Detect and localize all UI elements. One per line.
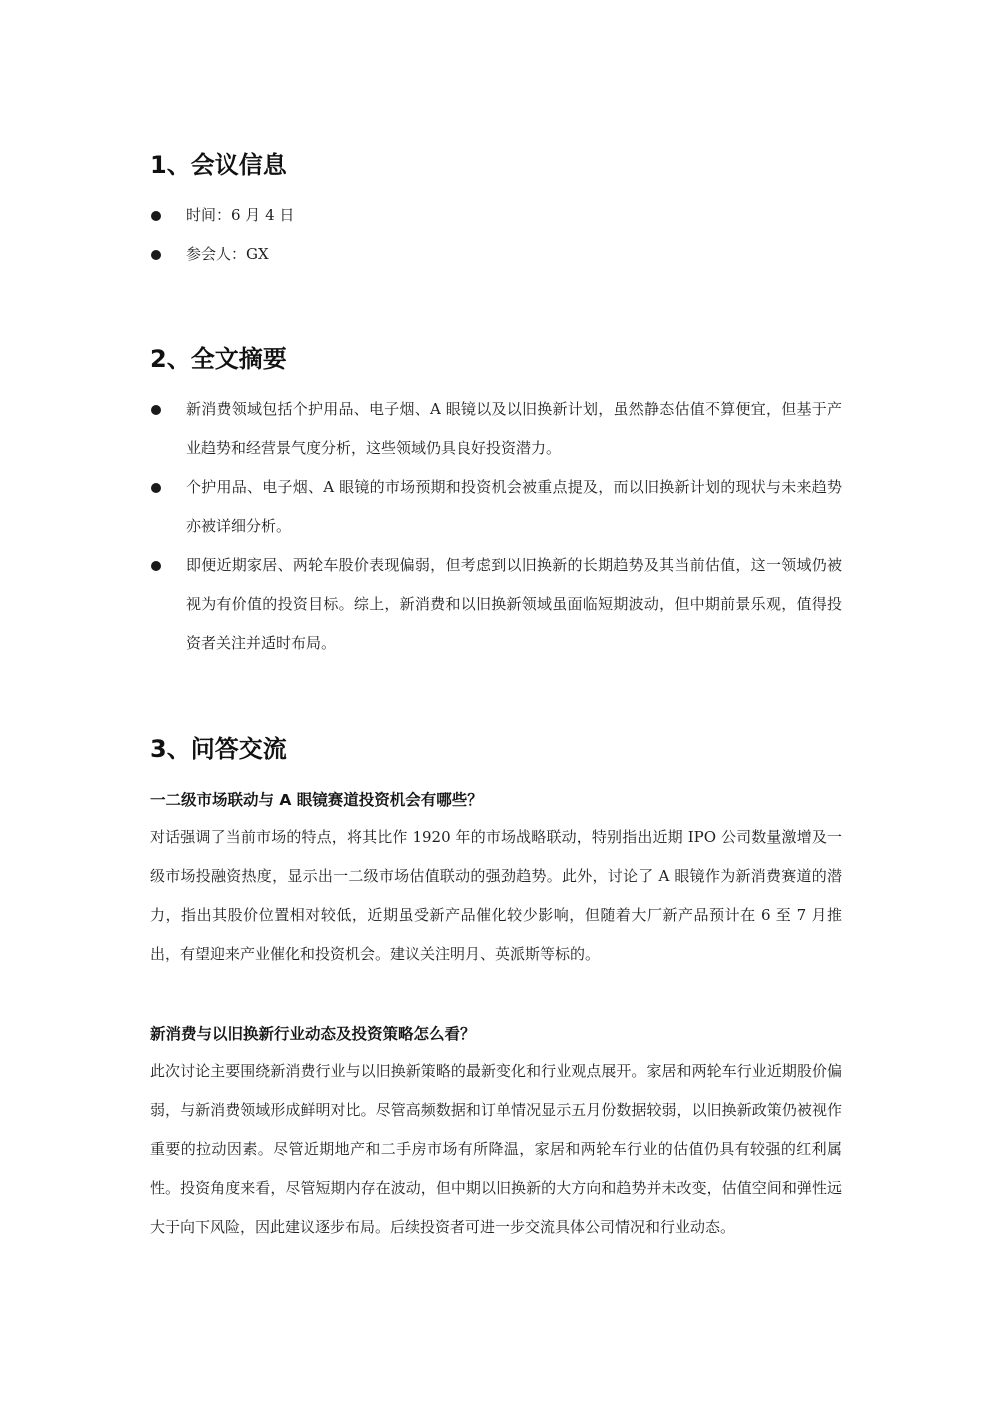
section-heading-summary: 2、全文摘要	[150, 345, 287, 373]
bullet-icon	[151, 405, 161, 415]
bullet-icon	[151, 211, 161, 221]
qa-answer: 对话强调了当前市场的特点，将其比作 1920 年的市场战略联动，特别指出近期 IPO 公司数量激增及一级市场投融资热度，显示出一二级市场估值联动的强劲趋势。此外，讨论了 A 眼镜作为新消费赛道的潜力，指出其股价位置相对较低，近期虽受新产品催化较少影响，但随着大厂新产品预计在 6 至 7 月推出，有望迎来产业催化和投资机会。建议关注明月、英派斯等标的。	[150, 828, 842, 963]
list-item	[150, 390, 842, 468]
meeting-time-text: 时间：6 月 4 日	[186, 206, 295, 224]
bullet-icon	[151, 483, 161, 493]
bullet-icon	[151, 250, 161, 260]
summary-text: 个护用品、电子烟、A 眼镜的市场预期和投资机会被重点提及，而以旧换新计划的现状与未来趋势亦被详细分析。	[186, 478, 842, 535]
list-item	[150, 468, 842, 546]
list-item	[150, 546, 842, 663]
list-item	[150, 235, 842, 274]
qa-question: 新消费与以旧换新行业动态及投资策略怎么看？	[150, 1025, 476, 1043]
section-heading-qa: 3、问答交流	[150, 735, 287, 763]
meeting-attendees-text: 参会人：GX	[186, 245, 269, 263]
list-item	[150, 196, 842, 235]
summary-list	[150, 390, 842, 663]
bullet-icon	[151, 561, 161, 571]
meeting-info-list	[150, 196, 842, 274]
section-heading-meeting-info: 1、会议信息	[150, 151, 287, 179]
summary-text: 新消费领域包括个护用品、电子烟、A 眼镜以及以旧换新计划，虽然静态估值不算便宜，但基于产业趋势和经营景气度分析，这些领域仍具良好投资潜力。	[186, 400, 842, 457]
qa-question: 一二级市场联动与 A 眼镜赛道投资机会有哪些？	[150, 791, 483, 809]
qa-answer: 此次讨论主要围绕新消费行业与以旧换新策略的最新变化和行业观点展开。家居和两轮车行业近期股价偏弱，与新消费领域形成鲜明对比。尽管高频数据和订单情况显示五月份数据较弱，以旧换新政策仍被视作重要的拉动因素。尽管近期地产和二手房市场有所降温，家居和两轮车行业的估值仍具有较强的红利属性。投资角度来看，尽管短期内存在波动，但中期以旧换新的大方向和趋势并未改变，估值空间和弹性远大于向下风险，因此建议逐步布局。后续投资者可进一步交流具体公司情况和行业动态。	[150, 1062, 842, 1236]
summary-text: 即便近期家居、两轮车股价表现偏弱，但考虑到以旧换新的长期趋势及其当前估值，这一领域仍被视为有价值的投资目标。综上，新消费和以旧换新领域虽面临短期波动，但中期前景乐观，值得投资者关注并适时布局。	[186, 556, 842, 652]
